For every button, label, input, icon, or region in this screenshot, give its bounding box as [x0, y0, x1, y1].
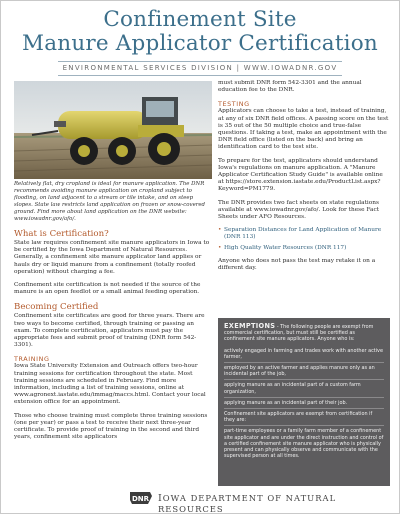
paragraph-becoming-certified: Confinement site certificates are good for three years. There are two ways to become certified, through training or passing an exam. To complete certification, applicators must pay the appropriate fees and submit proof of training (DNR form 542-3301). [14, 313, 205, 349]
left-column [14, 229, 212, 447]
list-item: employed by an active farmer and applies manure only as an incidental part of the job, [224, 362, 384, 379]
title-line-1: Confinement Site [103, 7, 297, 32]
paragraph-retake: Anyone who does not pass the test may retake it on a different day. [218, 257, 376, 272]
list-item: applying manure as an incidental part of a custom farm organization, [224, 379, 384, 396]
list-item[interactable]: • Separation Distances for Land Application of Manure (DNR 113) [218, 227, 390, 241]
heading-testing: TESTING [218, 100, 250, 109]
right-column [218, 80, 390, 278]
list-item[interactable]: • High Quality Water Resources (DNR 117) [218, 245, 390, 252]
footer [0, 490, 400, 514]
heading-becoming-certified: Becoming Certified [14, 302, 99, 313]
paragraph-prepare: To prepare for the test, applicators should understand Iowa's regulations on manure application. A "Manure Applicator Certification Study Guide" is available online at https://store.extension.iastate.edu/ProductList.aspx?Keyword=PM1779. [218, 157, 383, 193]
list-item: applying manure as an incidental part of their job. [224, 397, 384, 408]
paragraph-certification-not-needed: Confinement site certification is not needed if the source of the manure is an open feedlot or a small animal feeding operation. [14, 282, 201, 296]
heading-training: TRAINING [14, 355, 50, 364]
exemptions-list [224, 346, 384, 462]
paragraph-choose-training: Those who choose training must complete three training sessions (one per year) or pass a test to receive their next three-year certificate. To provide proof of training in the second and third years, confinement site applicators [14, 412, 208, 441]
exemptions-intro [224, 323, 384, 343]
paragraph-what-is-certification: State law requires confinement site manure applicators in Iowa to be certified by the Iowa Department of Natural Resources. Generally, a confinement site manure applicator land applies or hauls dry or liquid manure from a confinement (totally roofed operation) without charging a fee. [14, 240, 210, 275]
header-rule-top [58, 61, 342, 62]
photo-caption: Relatively flat, dry cropland is ideal for manure application. The DNR recommends avoiding manure application on cropland subject to flooding, on land adjacent to a stream or tile intake, and on steep slopes. State law restricts land application on frozen or snow-covered ground. Find more about land application on the DNR website: www.iowadnr.gov/afo/. [14, 181, 205, 222]
list-item: part-time employees or a family farm member of a confinement site applicator and are under the direct instruction and control of a certified confinement site manure applicator who is physically present and can physically observe and communicate with the supervised person at all times. [224, 425, 384, 461]
exemptions-intro-text: - The following people are exempt from commercial certification, but must still be certified as confinement site manure applicators. Anyone who is: [224, 324, 374, 343]
title-line-2: Manure Applicator Certification [22, 31, 378, 56]
footer-org-name: IOWA DEPARTMENT OF NATURAL RESOURCES [158, 493, 337, 514]
header-rule-bottom [58, 75, 342, 76]
paragraph-training: Iowa State University Extension and Outreach offers two-hour training sessions for certification throughout the state. Most training sessions are scheduled in February. Find more information, including a list of training sessions, online at www.agronext.iastate.edu/immag/maccs.html. Contact your local extension office for an appointment. [14, 363, 206, 406]
list-item: actively engaged in farming and trades work with another active farmer, [224, 347, 383, 360]
fact-sheet-list [218, 227, 390, 252]
page-title [0, 8, 400, 56]
exemptions-heading: EXEMPTIONS [224, 322, 276, 330]
dnr-logo-icon [128, 490, 154, 506]
division-subtitle: ENVIRONMENTAL SERVICES DIVISION | WWW.IOWADNR.GOV [62, 64, 338, 72]
paragraph-continued: must submit DNR form 542-3301 and the annual education fee to the DNR. [218, 80, 362, 94]
paragraph-testing: Applicators can choose to take a test, instead of training, at any of six DNR field offices. A passing score on the test is 35 out of the 50 multiple choice and true-false questions. If taking a test, make an appointment with the DNR field office (listed on the back) and bring an identification card to the test site. [218, 108, 389, 151]
list-item: Confinement site applicators are exempt from certification if they are: [224, 408, 384, 425]
sprayer-photo [14, 81, 212, 179]
exemptions-box [218, 318, 390, 486]
heading-what-is-certification: What is Certification? [14, 229, 109, 239]
svg-text:DNR: DNR [131, 495, 150, 503]
paragraph-fact-sheets: The DNR provides two fact sheets on state regulations available at www.iowadnr.gov/afo/. Look for these Fact Sheets under AFO Resources. [218, 199, 380, 221]
